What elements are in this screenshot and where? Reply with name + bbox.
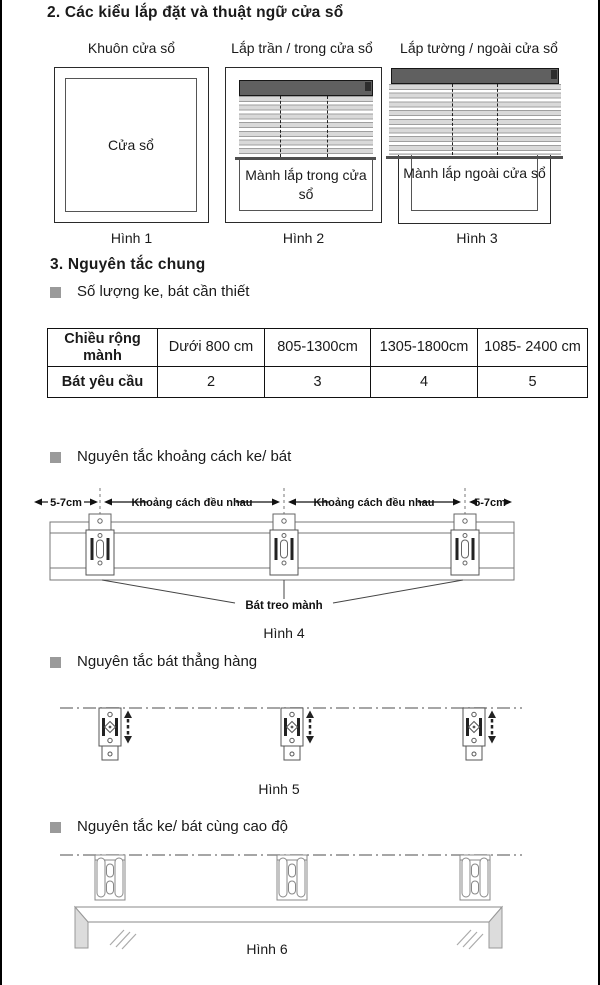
fig4-diagram — [22, 488, 582, 650]
mount-bracket-icon — [95, 855, 490, 900]
fig2-caption: Hình 2 — [282, 230, 325, 246]
fig2-ladder-cord — [327, 96, 328, 157]
section-3-heading: 3. Nguyên tắc chung — [50, 256, 206, 273]
square-bullet-icon — [50, 822, 61, 833]
dim-label-equal-1: Khoảng cách đều nhau — [131, 497, 253, 509]
fig1-label: Khuôn cửa sổ — [87, 40, 176, 56]
square-bullet-icon — [50, 452, 61, 463]
hatch-marks-icon — [110, 930, 483, 949]
table-cell: 2 — [158, 367, 265, 398]
fig3-caption: Hình 3 — [456, 230, 498, 246]
fig2-blind-text: Mành lắp trong cửa sổ — [245, 167, 367, 202]
fig2-blind-slats — [239, 96, 373, 157]
table-cell: 1305-1800cm — [371, 329, 478, 367]
fig3-blind-text: Mành lắp ngoài cửa sổ — [403, 165, 546, 181]
fig6-diagram — [22, 845, 582, 963]
square-bullet-icon — [50, 287, 61, 298]
table-cell: 4 — [371, 367, 478, 398]
fig1-caption: Hình 1 — [110, 230, 153, 246]
table-cell: 1085- 2400 cm — [478, 329, 588, 367]
table-header-brackets: Bát yêu cầu — [48, 367, 158, 398]
fig3-headrail-endcap — [551, 70, 557, 79]
fig5-diagram — [22, 690, 582, 802]
bullet-same-height: Nguyên tắc ke/ bát cùng cao độ — [50, 818, 530, 835]
fig3-ladder-cord — [452, 84, 453, 155]
up-down-arrow-icon — [488, 711, 496, 744]
fig3-ladder-cord — [497, 84, 498, 155]
fig2-blind-bottomrail — [235, 157, 376, 160]
table-header-width: Chiều rộng mành — [48, 329, 158, 367]
fig3-label: Lắp tường / ngoài cửa sổ — [400, 40, 558, 56]
dim-label-equal-2: Khoảng cách đều nhau — [313, 497, 435, 509]
fig1-window-pane — [65, 78, 197, 212]
fig6-caption: Hình 6 — [246, 941, 288, 957]
fig2-blind-headrail — [239, 80, 373, 96]
fig1-window-frame — [54, 67, 209, 223]
table-cell: Dưới 800 cm — [158, 329, 265, 367]
fig4-caption: Hình 4 — [263, 625, 305, 641]
dim-label-right: 5-7cm — [474, 497, 506, 509]
table-cell: 5 — [478, 367, 588, 398]
fig3-blind-slats — [389, 84, 561, 155]
fig3-blind-headrail — [391, 68, 559, 84]
fig1-window-text: Cửa sổ — [108, 137, 154, 153]
dimension-arrows-icon — [34, 499, 512, 506]
up-down-arrow-icon — [306, 711, 314, 744]
fig2-headrail-endcap — [365, 82, 371, 91]
dim-label-left: 5-7cm — [50, 497, 82, 509]
up-down-arrow-icon — [124, 711, 132, 744]
fig5-caption: Hình 5 — [258, 781, 300, 797]
mount-bracket-icon — [99, 708, 496, 760]
table-cell: 3 — [265, 367, 371, 398]
bullet-alignment: Nguyên tắc bát thẳng hàng — [50, 653, 530, 670]
square-bullet-icon — [50, 657, 61, 668]
fig3-blind-bottomrail — [386, 156, 563, 159]
table-cell: 805-1300cm — [265, 329, 371, 367]
fig2-ladder-cord — [280, 96, 281, 157]
fig2-label: Lắp trần / trong cửa sổ — [231, 40, 373, 56]
bullet-quantity: Số lượng ke, bát cần thiết — [50, 283, 530, 300]
bullet-spacing: Nguyên tắc khoảng cách ke/ bát — [50, 448, 530, 465]
bracket-quantity-table — [47, 328, 588, 398]
section-2-heading: 2. Các kiểu lắp đặt và thuật ngữ cửa sổ — [47, 4, 344, 21]
fig4-bracket-label: Bát treo mành — [245, 600, 323, 612]
window-lintel — [75, 907, 502, 948]
